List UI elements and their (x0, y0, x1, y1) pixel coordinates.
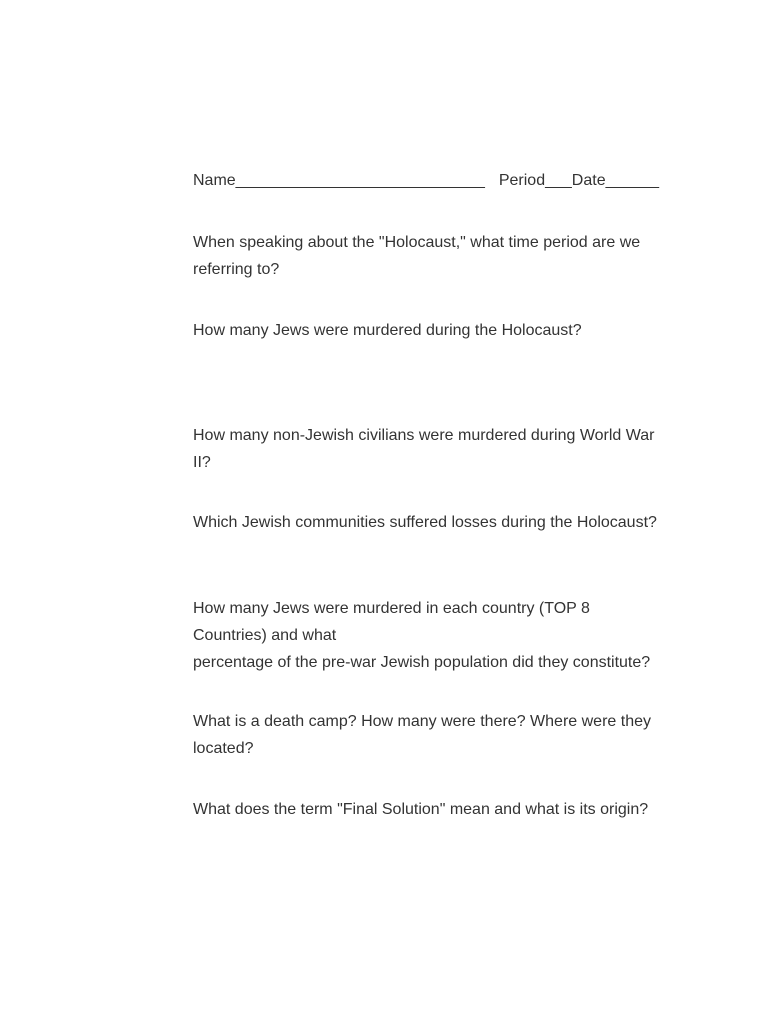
question-death-camp: What is a death camp? How many were there? Where were they located? (193, 713, 651, 757)
question-jews-murdered: How many Jews were murdered during the Holocaust? (193, 322, 582, 339)
period-field: Period___ (498, 172, 572, 189)
question-jewish-communities: Which Jewish communities suffered losses during the Holocaust? (193, 514, 657, 531)
student-info-line (193, 167, 673, 194)
question-jews-by-country-line-2: Countries) and what (193, 627, 337, 644)
question-final-solution: What does the term "Final Solution" mean and what is its origin? (193, 801, 649, 818)
question-jews-by-country-line-3: percentage of the pre-war Jewish population did they constitute? (193, 654, 651, 671)
question-jews-by-country-line-1: How many Jews were murdered in each country (TOP 8 (193, 600, 590, 617)
date-field: Date______ (571, 172, 659, 189)
question-non-jewish-civilians: How many non-Jewish civilians were murdered during World War II? (193, 427, 655, 471)
question-time-period: When speaking about the "Holocaust," what time period are we referring to? (193, 234, 641, 278)
question-jews-by-country (193, 595, 673, 676)
name-field: Name____________________________ (193, 172, 485, 189)
